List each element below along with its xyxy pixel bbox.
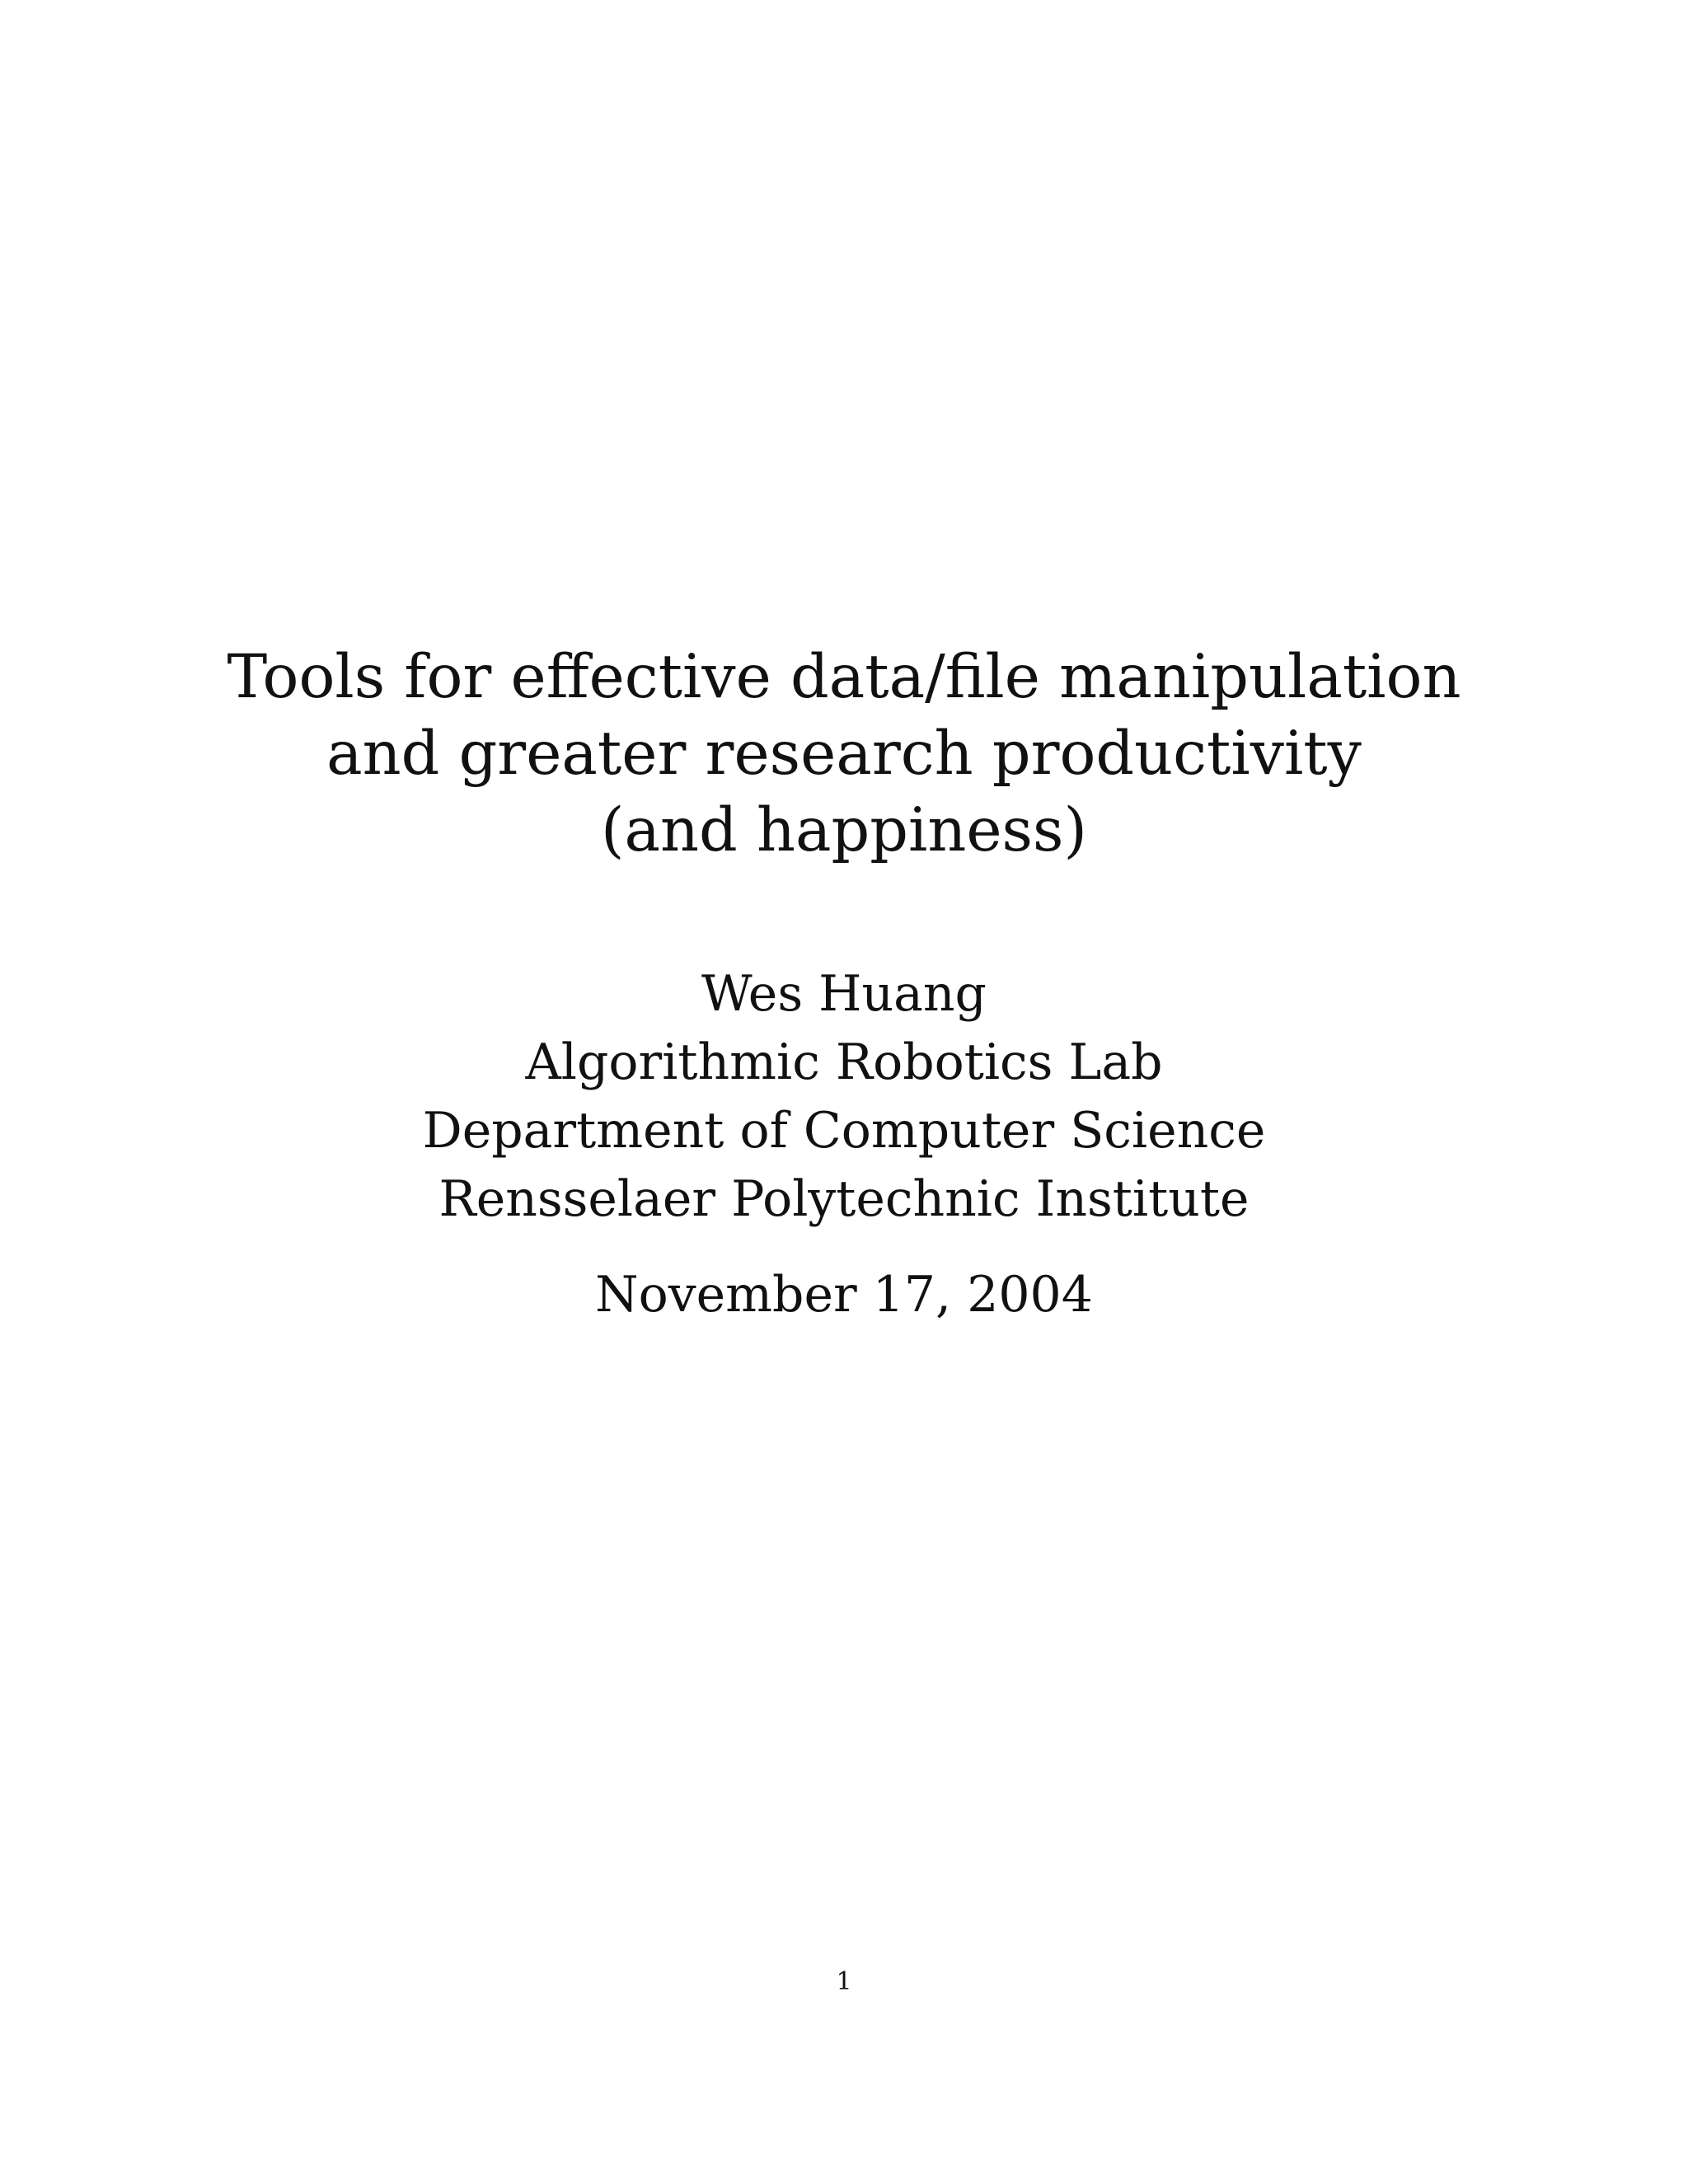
affiliation-lab: Algorithmic Robotics Lab	[525, 1033, 1163, 1091]
affiliation-department: Department of Computer Science	[422, 1102, 1266, 1160]
title-line-1: Tools for effective data/file manipulation	[227, 642, 1461, 712]
document-date: November 17, 2004	[595, 1266, 1093, 1324]
author-info	[0, 960, 1688, 1234]
title-line-2: and greater research productivity	[326, 719, 1362, 789]
title-line-3: (and happiness)	[601, 795, 1087, 865]
page-number: 1	[836, 1967, 852, 1996]
author-name: Wes Huang	[701, 965, 987, 1023]
affiliation-institute: Rensselaer Polytechnic Institute	[438, 1170, 1250, 1228]
document-title	[0, 639, 1688, 869]
